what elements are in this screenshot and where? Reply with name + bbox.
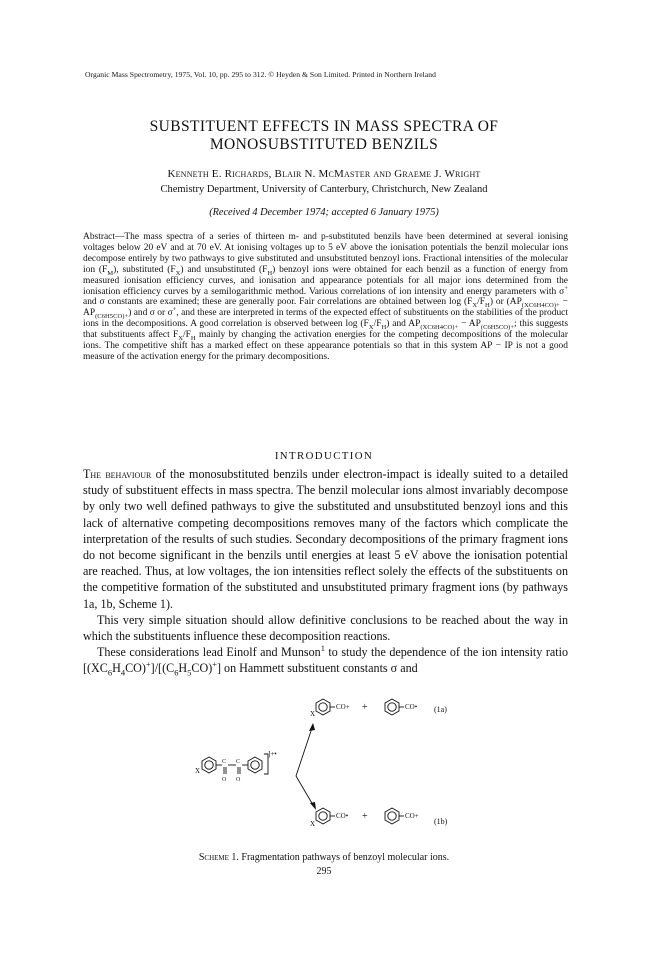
abstract-sub: H [267,269,273,277]
label-1b: (1b) [434,817,448,826]
aromatic-circle [251,761,259,769]
label-1a: (1a) [434,705,447,714]
benzene-ring [248,757,262,773]
carbon-label: C [222,759,227,765]
radical-cation-label: ]+• [268,750,277,758]
authors: Kenneth E. Richards, Blair N. McMaster and Graeme J. Wright [167,168,481,180]
abstract-sup: + [564,284,568,292]
introduction-body [83,466,568,677]
title-line-2: MONOSUBSTITUTED BENZILS [209,136,439,153]
formula-sup: + [212,659,217,670]
abstract-text: ) and AP [386,319,421,330]
abstract-sub: X [175,269,181,277]
article-title [60,118,588,154]
abstract-sub: (C6H5CO)+ [95,313,129,321]
plus-sign: + [362,702,368,713]
acylium-label: CO+ [405,812,419,820]
aromatic-circle [388,812,396,820]
abstract-sub: X [178,335,184,343]
paragraph-text: H [112,661,121,676]
citation-ref: 1 [320,643,325,654]
acyl-radical-label: CO• [336,812,349,820]
paragraph: This very simple situation should allow definitive conclusions to be reached about the way in which the substituents influence these decomposition reactions. [83,612,568,644]
abstract-sub: (XC6H4CO)+ [420,324,459,332]
caption-text: Fragmentation pathways of benzoyl molecular ions. [238,852,450,863]
aromatic-circle [205,761,213,769]
formula-sub: 6 [107,667,113,678]
abstract-sub: X [368,324,374,332]
substituent-label: X [310,710,316,718]
formula-sup: + [145,659,151,670]
pathway-arrow-1b [296,776,313,805]
substituent-label: X [195,767,201,775]
paragraph-text: CO) [191,661,213,676]
scheme-1-diagram [150,690,510,840]
abstract-sub: H [485,302,490,310]
oxygen-label: O [236,777,241,783]
paragraph-text: ] on Hammett substituent constants σ and [217,661,418,676]
substituent-label: X [310,820,316,828]
paragraph-text: CO) [125,661,146,676]
lead-in: The behaviour [83,467,152,481]
abstract-text: and σ constants are examined; these are generally poor. Fair correlations are obtained between log (F [83,297,473,308]
aromatic-circle [319,703,327,711]
arrowhead-1b [310,802,316,810]
caption-label: Scheme 1. [198,852,239,863]
carbon-label: C [236,759,241,765]
abstract-sub: H [190,335,196,343]
formula-sub: 6 [174,667,179,678]
benzene-ring [316,699,330,715]
abstract-label: Abstract [83,232,115,242]
paragraph-text: H [178,661,188,676]
abstract-text: − AP [458,319,481,330]
abstract-sub: (C6H5CO)+ [480,324,514,332]
oxygen-label: O [222,777,227,783]
aromatic-circle [319,812,327,820]
abstract-text: ) and unsubstituted (F [180,264,268,275]
paragraph [83,466,568,612]
abstract-text: ) or (AP [489,297,522,308]
abstract-text: ; this suggests that substituents affect F [83,319,569,341]
plus-sign: + [362,811,368,822]
abstract-text: mainly by changing the activation energies for the competing decompositions of the molecular ions. The competitive shift has a marked effect on these appearance potentials so that in this system AP − IP is not a good measure of the activation energy for the primary decompositions. [83,330,568,362]
benzene-ring [316,808,330,824]
formula-sub: 5 [187,667,192,678]
acyl-radical-label: CO• [405,703,418,711]
received-dates: (Received 4 December 1974; accepted 6 January 1975) [209,207,439,218]
paragraph [83,644,568,676]
title-line-1: SUBSTITUENT EFFECTS IN MASS SPECTRA OF [149,118,499,135]
abstract-text: − AP [83,297,568,319]
aromatic-circle [388,703,396,711]
running-head: Organic Mass Spectrometry, 1975, Vol. 10, pp. 295 to 312. © Heyden & Son Limited. Printed in Northern Ireland [85,70,436,79]
page-number: 295 [316,866,332,877]
abstract-sub: H [381,324,387,332]
pathway-arrow-1a [296,728,312,776]
paragraph-text: to study the dependence of the ion intensity ratio [(XC [83,645,568,676]
abstract-text: —The mass spectra of a series of thirteen m- and p-substituted benzils have been determined at several ionising voltages below 20 eV and at 70 eV. At ionising voltages up to 5 eV above the ionisation potentials the benzil molecular ions decompose entirely by two pathways to give substituted and unsubstituted benzoyl ions. Fractional intensities of the molecular ion (F [83,232,568,275]
acylium-label: CO+ [336,703,350,711]
abstract [83,232,568,363]
paragraph-text: ]/[(C [150,661,175,676]
abstract-text: ) and σ or σ [128,308,173,319]
abstract-text: ), substituted (F [113,264,176,275]
abstract-text: /F [183,330,191,341]
abstract-sub: M [107,269,114,277]
affiliation: Chemistry Department, University of Canterbury, Christchurch, New Zealand [160,184,488,195]
benzene-ring [202,757,216,773]
paragraph-text: of the monosubstituted benzils under electron-impact is ideally suited to a detailed study of substituent effects in mass spectra. The benzil molecular ions almost invariably decompose by only two well defined pathways to give the substituted and unsubstituted benzoyl ions and this lack of alternative competing decompositions removes many of the factors which complicate the interpretation of the results of such studies. Secondary decompositions of the primary fragment ions do not become significant in the benzils until energies at least 5 eV above the ionisation potential are reached. Thus, at low voltages, the ion intensities reflect solely the effects of the substituents on the competitive formation of the substituted and unsubstituted primary fragment ions (by pathways 1a, 1b, Scheme 1). [83,467,568,611]
abstract-sub: (XC6H4CO)+ [521,302,560,310]
abstract-sub: X [472,302,478,310]
abstract-text: /F [477,297,486,308]
paragraph-text: These considerations lead Einolf and Munson [97,645,321,660]
abstract-text: , and these are interpreted in terms of the expected effect of substituents on the stabilities of the product ions in the decompositions. A good correlation is observed between log (F [83,308,568,330]
scheme-caption [60,852,588,863]
abstract-text: ) benzoyl ions were obtained for each benzil as a function of energy from measured ionisation efficiency curves, and ionisation and appearance potentials for all major ions determined from the ionisation efficiency curves by a semilogarithmic method. Various correlations of ion intensity and energy parameters with σ [83,264,568,297]
arrowhead-1a [309,723,315,731]
section-heading-introduction: INTRODUCTION [274,450,374,462]
formula-sub: 4 [120,667,126,678]
abstract-text: /F [373,319,382,330]
abstract-sup: + [172,306,177,314]
benzene-ring [385,808,399,824]
benzene-ring [385,699,399,715]
